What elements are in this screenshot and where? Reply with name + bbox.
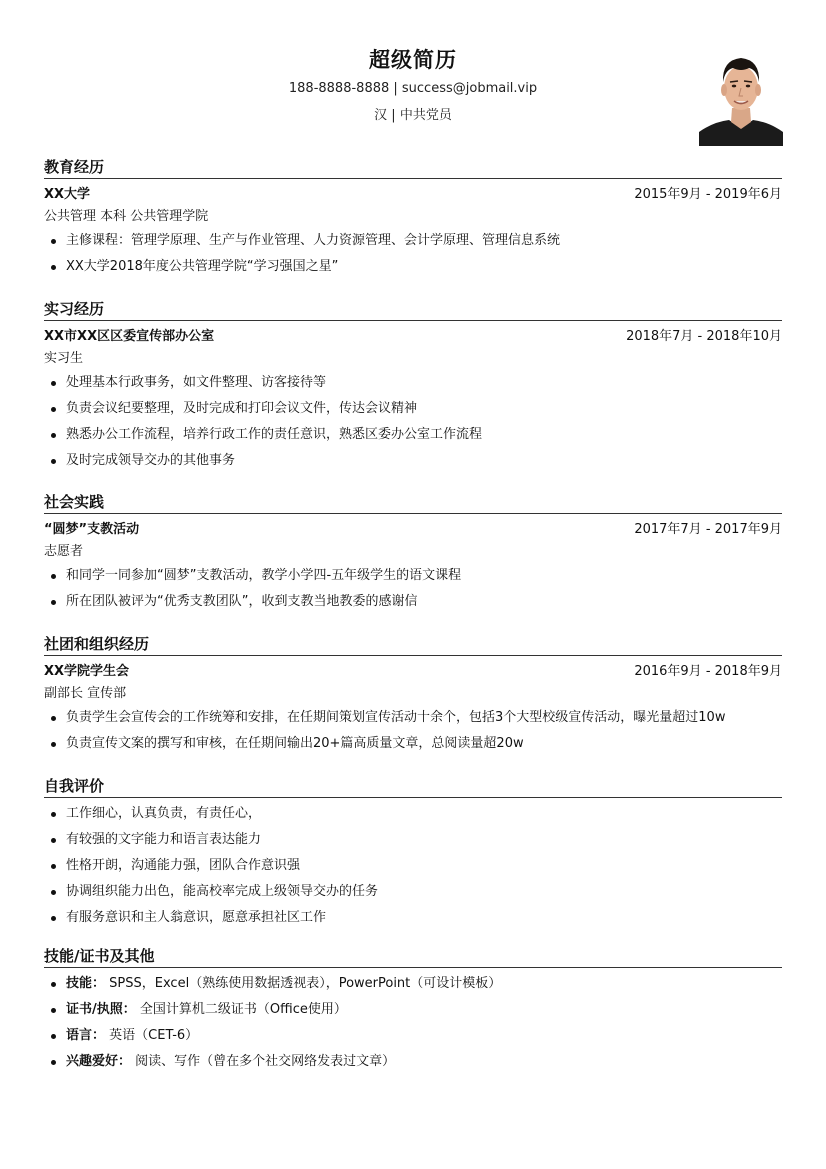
education-school: XX大学 (44, 187, 91, 202)
internship-role: 实习生 (44, 351, 84, 366)
self-evaluation-bullet-list (44, 801, 782, 931)
education-bullet-list (44, 228, 782, 280)
language-key: 语言： (66, 1028, 106, 1043)
education-date: 2015年9月 - 2019年6月 (634, 187, 782, 202)
self-evaluation-section (44, 775, 782, 931)
contact-phone-email: 188-8888-8888 | success@jobmail.vip (288, 81, 538, 96)
avatar (699, 48, 783, 146)
list-item: 协调组织能力出色，能高校率完成上级领导交办的任务 (44, 879, 782, 905)
skill-value: SPSS，Excel（熟练使用数据透视表），PowerPoint（可设计模板） (109, 976, 502, 991)
internship-date: 2018年7月 - 2018年10月 (626, 329, 782, 344)
list-item: 负责宣传文案的撰写和审核，在任期间输出20+篇高质量文章，总阅读量超20w (44, 731, 782, 757)
certificate-key: 证书/执照： (66, 1002, 136, 1017)
internship-org: XX市XX区区委宣传部办公室 (44, 329, 215, 344)
social-bullet-list (44, 563, 782, 615)
education-major: 公共管理 本科 公共管理学院 (44, 209, 209, 224)
hobby-item (44, 1049, 782, 1075)
contact-ethnicity-politics: 汉 | 中共党员 (374, 108, 452, 123)
list-item: 所在团队被评为“优秀支教团队”，收到支教当地教委的感谢信 (44, 589, 782, 615)
social-practice-section (44, 491, 782, 615)
hobby-value: 阅读、写作（曾在多个社交网络发表过文章） (135, 1054, 396, 1069)
list-item: 处理基本行政事务，如文件整理、访客接待等 (44, 370, 782, 396)
skill-item (44, 971, 782, 997)
club-title: 社团和组织经历 (44, 633, 782, 656)
skill-key: 技能： (66, 976, 106, 991)
social-role: 志愿者 (44, 544, 84, 559)
list-item: 及时完成领导交办的其他事务 (44, 448, 782, 474)
internship-title: 实习经历 (44, 298, 782, 321)
self-evaluation-title: 自我评价 (44, 775, 782, 798)
skills-section (44, 945, 782, 1075)
internship-bullet-list (44, 370, 782, 474)
list-item: XX大学2018年度公共管理学院“学习强国之星” (44, 254, 782, 280)
list-item: 有较强的文字能力和语言表达能力 (44, 827, 782, 853)
certificate-item (44, 997, 782, 1023)
club-role: 副部长 宣传部 (44, 686, 127, 701)
social-practice-title: 社会实践 (44, 491, 782, 514)
club-org: XX学院学生会 (44, 664, 130, 679)
skills-bullet-list (44, 971, 782, 1075)
list-item: 性格开朗，沟通能力强，团队合作意识强 (44, 853, 782, 879)
club-entry-head (44, 661, 782, 683)
list-item: 负责学生会宣传会的工作统筹和安排，在任期间策划宣传活动十余个，包括3个大型校级宣传活动，曝光量超过10w (44, 705, 782, 731)
language-item (44, 1023, 782, 1049)
list-item: 负责会议纪要整理，及时完成和打印会议文件，传达会议精神 (44, 396, 782, 422)
club-date: 2016年9月 - 2018年9月 (634, 664, 782, 679)
list-item: 有服务意识和主人翁意识，愿意承担社区工作 (44, 905, 782, 931)
portrait-photo (699, 48, 783, 146)
language-value: 英语（CET-6） (109, 1028, 199, 1043)
resume-page (44, 0, 782, 1169)
list-item: 主修课程：管理学原理、生产与作业管理、人力资源管理、会计学原理、管理信息系统 (44, 228, 782, 254)
club-bullet-list (44, 705, 782, 757)
social-entry-head (44, 519, 782, 541)
candidate-name: 超级简历 (369, 48, 457, 72)
education-title: 教育经历 (44, 156, 782, 179)
resume-header (44, 0, 782, 150)
club-section (44, 633, 782, 757)
education-section (44, 156, 782, 280)
social-activity: “圆梦”支教活动 (44, 522, 140, 537)
list-item: 工作细心，认真负责，有责任心， (44, 801, 782, 827)
list-item: 和同学一同参加“圆梦”支教活动，教学小学四-五年级学生的语文课程 (44, 563, 782, 589)
certificate-value: 全国计算机二级证书（Office使用） (139, 1002, 347, 1017)
skills-title: 技能/证书及其他 (44, 945, 782, 968)
hobby-key: 兴趣爱好： (66, 1054, 132, 1069)
list-item: 熟悉办公工作流程，培养行政工作的责任意识，熟悉区委办公室工作流程 (44, 422, 782, 448)
internship-entry-head (44, 326, 782, 348)
education-entry-head (44, 184, 782, 206)
internship-section (44, 298, 782, 474)
social-date: 2017年7月 - 2017年9月 (634, 522, 782, 537)
